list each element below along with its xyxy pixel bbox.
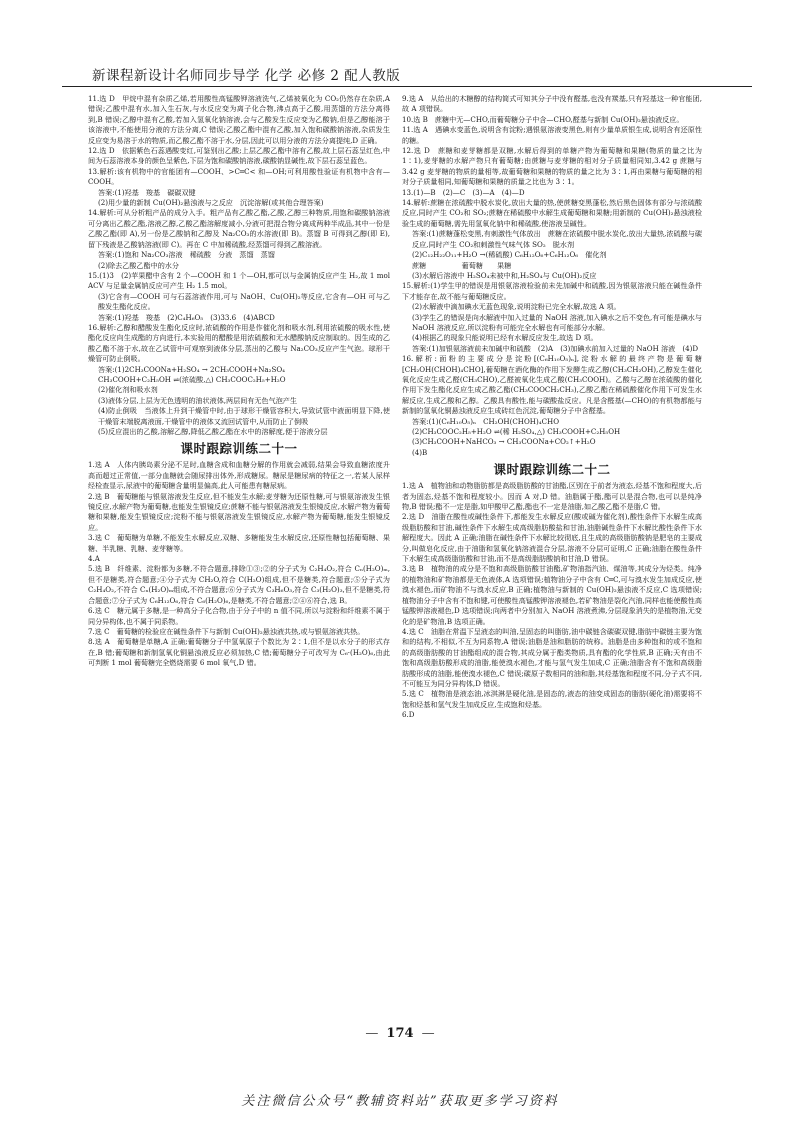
answer-paragraph: 3.选 B 植物油的成分是不饱和高级脂肪酸甘油酯,矿物油指汽油、煤油等,其成分为烃类。纯净的植物油和矿物油都是无色液体,A 选项错误;植物油分子中含有 C═C,可与溴水发生加成反应,使溴水褪色,而矿物油不与溴水反应,B 正确;植物油与新制的 Cu(OH)₂悬浊液不反应,C 选项错误;植物油分子中含有不饱和键,可使酸性高锰酸钾溶液褪色,若矿物油是裂化汽油,同样也能使酸性高锰酸钾溶液褪色,D 选项错误;向两者中分别加入 NaOH 溶液煮沸,分层现象消失的是植物油,无变化的是矿物油,B 选项正确。	[402, 564, 702, 626]
answer-paragraph: 答案:(1)羟基 羧基 碳碳双键	[98, 187, 196, 197]
answer-paragraph: 7.选 C 葡萄糖的检验应在碱性条件下与新制 Cu(OH)₂悬浊液共热,或与银氨溶液共热。	[88, 626, 365, 636]
answer-paragraph: 11.选 A 遇碘水变蓝色,说明含有淀粉;遇银氨溶液变黑色,则有少量单质银生成,说明含有还原性的糖。	[402, 125, 702, 145]
answer-paragraph: 答案:(1)(C₆H₁₀O₅)ₙ CH₂OH(CHOH)₄CHO	[412, 416, 560, 426]
answer-paragraph: 6.D	[402, 710, 415, 720]
answer-paragraph: 4.选 C 油脂在常温下呈液态的叫油,呈固态的叫脂肪,油中碳链含碳碳双键,脂肪中碳链主要为饱和的结构,不相似,不互为同系物,A 错误;油脂是油和脂肪的统称。油脂是由多种饱和的或不饱和的高级脂肪酸的甘油酯组成的混合物,其成分属于酯类物质,具有酯的化学性质,B 正确;天有由不饱和高级脂肪酸形成的油脂,能使溴水褪色,才能与氢气发生加成,C 正确;油脂含有不饱和高级脂肪酸形成的油脂,能使溴水褪色,C 错误;碳原子数相同的油和脂,其烃基饱和程度不同,分子式不同,不可能互为同分异构体,D 错误。	[402, 626, 702, 688]
answer-paragraph: (2)用少量的新制 Cu(OH)₂悬浊液与之反应 沉淀溶解(或其他合理答案)	[98, 198, 324, 208]
answer-paragraph: (2)水解液中滴加碘水无蓝色现象,说明淀粉已完全水解,故选 A 项。	[412, 302, 621, 312]
page-header	[62, 60, 752, 87]
answer-paragraph: (3)液体分层,上层为无色透明的油状液体,两层间有无色气泡产生	[98, 395, 297, 405]
answer-paragraph: (3)它含有—COOH 可与石蕊溶液作用,可与 NaOH、Cu(OH)₂等反应,它含有—OH 可与乙酸发生酯化反应。	[98, 291, 390, 312]
right-column	[402, 94, 702, 721]
answer-paragraph: (5)反应混出的乙酸,溶解乙醇,降低乙酸乙酯在水中的溶解度,便于溶液分层	[98, 427, 328, 436]
answer-paragraph: (2)催化剂和吸水剂	[98, 385, 158, 395]
answer-paragraph: 16.解析:乙醇和醋酸发生酯化反应时,浓硫酸的作用是作催化剂和吸水剂,利用浓硫酸的吸水性,使酯化反应向生成酯的方向进行,本实验用的醋酸是用浓硫酸和无水醋酸钠反应制取的。因生成的乙酸乙酯不溶于水,故在乙试管中可观察到液体分层,蒸出的乙酸与 Na₂CO₃反应产生气泡。球形干燥管可防止倒吸。	[88, 322, 390, 364]
answer-paragraph: 蔗糖 葡萄糖 果糖	[412, 260, 512, 270]
section-title: 课时跟踪训练二十二	[493, 462, 611, 478]
section-title: 课时跟踪训练二十一	[180, 441, 298, 457]
answer-paragraph: (2)CH₃COOC₂H₅+H₂O ⇌(稀 H₂SO₄,△) CH₃COOH+C₂H₅OH	[412, 427, 621, 436]
answer-paragraph: CH₃COOH+C₂H₅OH ⇌(浓硫酸,△) CH₃COOC₂H₅+H₂O	[98, 374, 286, 384]
answer-paragraph: 14.解析:可从分析粗产品的成分入手。粗产品有乙酸乙酯,乙酸,乙醇三种物质,用饱和碳酸钠溶液可分离出乙酸乙酯,溶液乙醇,乙酸乙酯溶解度减小,分液可把混合物分离成两种半成品,其中一份是乙酸乙酯(即 A),另一份是乙酸钠和乙醇及 Na₂CO₃的水溶液(即 B)。蒸馏 B 可得到乙醇(即 E),留下残液是乙酸钠溶液(即 C)。再在 C 中加稀硫酸,经蒸馏可得到乙酸溶液。	[88, 208, 390, 249]
answer-paragraph: 4.A	[88, 554, 100, 564]
answer-paragraph: 15.解析:(1)学生甲的错误是用银氨溶液检验前未先加碱中和硫酸,因为银氨溶液只能在碱性条件下才能存在,故不能与葡萄糖反应。	[402, 281, 702, 301]
answer-paragraph: 12.选 D 蔗糖和麦芽糖都是双糖,水解后得到的单糖产物为葡萄糖和果糖(物质的量之比为 1∶1),麦芽糖的水解产物只有葡萄糖;由蔗糖与麦芽糖的相对分子质量相同知,3.42 g 蔗糖与 3.42 g 麦芽糖的物质的量相等,故葡萄糖和果糖的物质的量之比为 3∶1,再由果糖与葡萄糖的相对分子质量相同,知葡萄糖和果糖的质量之比也为 3∶1。	[402, 146, 702, 187]
answer-paragraph: (4)根据乙的现象只能说明已经有水解反应发生,故选 D 项。	[412, 333, 598, 343]
answer-paragraph: 9.选 A 从给出的木糖醇的结构简式可知其分子中没有醛基,也没有羰基,只有羟基这一种官能团,故 A 项错误。	[402, 94, 702, 114]
answer-paragraph: 16.解析:面粉的主要成分是淀粉[(C₆H₁₀O₅)ₙ],淀粉水解的最终产物是葡萄糖[CH₂OH(CHOH)₄CHO],葡萄糖在酒化酶的作用下发酵生成乙醇(CH₃CH₂OH),乙醇发生催化氧化反应生成乙醛(CH₃CHO),乙醛被氧化生成乙酸(CH₃COOH)。乙酸与乙醇在浓硫酸的催化作用下发生酯化反应生成乙酸乙酯(CH₃COOCH₂CH₃),乙酸乙酯在稀硫酸催化作用下可发生水解反应,生成乙酸和乙醇。乙酸具有酸性,能与碳酸盐反应。凡是含醛基(—CHO)的有机物都能与新制的氢氧化铜悬浊液反应生成砖红色沉淀,葡萄糖分子中含醛基。	[402, 354, 702, 416]
page-number-value: 174	[386, 1026, 414, 1041]
answer-paragraph: 答案:(1)蔗糖蓬松变黑,有刺激性气体放出 蔗糖在浓硫酸中脱水炭化,放出大量热,浓硫酸与碳反应,同时产生 CO₂和刺激性气味气体 SO₂ 脱水剂	[412, 229, 702, 249]
answer-paragraph: 2.选 D 油脂在酸性或碱性条件下,都能发生水解反应(酸或碱为催化剂),酸性条件下水解生成高级脂肪酸和甘油,碱性条件下水解生成高级脂肪酸盐和甘油,油脂碱性条件下水解比酸性条件下水解程度大。因此 A 正确;油脂在碱性条件下水解比较彻底,且生成的高级脂肪酸钠是肥皂的主要成分,叫做皂化反应,由于油脂和氢氧化钠溶液混合分层,溶液不分层可证明,C 正确;油脂在酸性条件下水解生成高级脂肪酸和甘油,而不是高级脂肪酸钠和甘油,D 错误。	[402, 512, 702, 564]
answer-paragraph: 答案:(1)饱和 Na₂CO₃溶液 稀硫酸 分液 蒸馏 蒸馏	[98, 250, 275, 260]
answer-paragraph: (3)学生乙的错误是向水解液中加入过量的 NaOH 溶液,加入碘水之后不变色,有可能是碘水与 NaOH 溶液反应,所以淀粉有可能完全水解也有可能部分水解。	[412, 312, 702, 332]
answer-paragraph: 答案:(1)2CH₃COONa+H₂SO₄ → 2CH₃COOH+Na₂SO₄	[98, 364, 285, 374]
answer-paragraph: (4)防止倒吸 当液体上升到干燥管中时,由于球形干燥管容积大,导致试管中液面明显下降,使干燥管末端脱离液面,干燥管中的液体又流回试管中,从而防止了倒吸	[98, 406, 390, 426]
answer-paragraph: 1.选 A 植物油和动物脂肪都是高级脂肪酸的甘油酯,区别在于前者为液态,烃基不饱和程度大,后者为固态,烃基不饱和程度较小。因而 A 对,D 错。油脂属于酯,酯可以是混合物,也可以是纯净物,B 错误;酯不一定是脂,如甲酸甲乙酯,酯也不一定是油脂,如乙酸乙酯不是脂,C 错。	[402, 481, 702, 512]
answer-paragraph: 2.选 B 葡萄糖能与银氨溶液发生反应,但不能发生水解;麦芽糖为还原性糖,可与银氨溶液发生银镜反应,水解产物为葡萄糖,也能发生银镜反应;蔗糖不能与银氨溶液发生银镜反应,水解产物为葡萄糖和果糖,能发生银镜反应;淀粉不能与银氨溶液发生银镜反应,水解产物为葡萄糖,能发生银镜反应。	[88, 491, 390, 532]
footer-note: 关注微信公众号“教辅资料站”获取更多学习资料	[241, 1094, 559, 1109]
answer-paragraph: (3)CH₃COOH+NaHCO₃ → CH₃COONa+CO₂↑+H₂O	[412, 437, 596, 447]
answer-paragraph: 15.(1)3 (2)苹果醋中含有 2 个—COOH 和 1 个—OH,都可以与金属钠反应产生 H₂,故 1 mol ACV 与足量金属钠反应可产生 H₂ 1.5 mol。	[88, 270, 390, 291]
answer-paragraph: (4)B	[412, 447, 428, 457]
header-title: 新课程新设计名师同步导学 化学 必修 2 配人教版	[92, 68, 401, 84]
answer-paragraph: 13.(1)—B (2)—C (3)—A (4)—D	[402, 187, 525, 197]
left-column	[88, 94, 390, 669]
answer-paragraph: 13.解析:该有机物中的官能团有—COOH、>C═C< 和—OH;可利用酸性验证有机物中含有—COOH。	[88, 166, 390, 187]
answer-paragraph: 3.选 C 葡萄糖为单糖,不能发生水解反应,双糖、多糖能发生水解反应,还原性糖包括葡萄糖、果糖、半乳糖、乳糖、麦芽糖等。	[88, 533, 390, 553]
answer-paragraph: 6.选 C 糖元属于多糖,是一种高分子化合物,由于分子中的 n 值不同,所以与淀粉和纤维素不属于同分异构体,也不属于同系物。	[88, 606, 390, 626]
answer-paragraph: 5.选 B 纤维素、淀粉都为多糖,不符合题意,排除①③;②的分子式为 C₂H₄O₂,符合 Cₙ(H₂O)ₘ,但不是糖类,符合题意;④分子式为 CH₂O,符合 C(H₂O)组成,但不是糖类,符合题意;⑤分子式为 C₂H₄O₂,不符合 Cₙ(H₂O)ₘ组成,不符合题意;⑥分子式为 C₃H₆O₃,符合 C₃(H₂O)₃,但不是糖类,符合题意;⑦分子式为 C₆H₁₂O₆,符合 C₆(H₂O)₆,是糖类,不符合题意;②④⑥符合,选 B。	[88, 564, 390, 605]
answer-paragraph: (2)除去乙酸乙酯中的水分	[98, 260, 179, 270]
answer-paragraph: 11.选 D 甲烷中混有杂质乙烯,若用酸性高锰酸钾溶液洗气,乙烯被氧化为 CO₂仍然存在杂质,A 错误;乙酸中混有水,加入生石灰,与水反应变为离子化合物,沸点高于乙酸,用蒸馏的方法分离得到,B 错误;乙醇中混有乙酸,若加入氢氧化钠溶液,会与乙酸发生反应变为乙酸钠,但是乙醇能溶于该溶液中,不能使用分液的方法分离,C 错误;乙酸乙酯中混有乙酸,加入饱和碳酸钠溶液,杂质发生反应变为易溶于水的物质,而乙酸乙酯不溶于水,分层,因此可以用分液的方法分离提纯,D 正确。	[88, 94, 390, 145]
answer-paragraph: 8.选 A 葡萄糖是单糖,A 正确;葡萄糖分子中氢氧原子个数比为 2∶1,但不是以水分子的形式存在,B 错;葡萄糖和新制氢氧化铜悬浊液反应必须加热,C 错;葡萄糖分子可改写为 C₆·(H₂O)₆,由此可判断 1 mol 葡萄糖完全燃烧需要 6 mol 氧气,D 错。	[88, 637, 390, 668]
answer-paragraph: 答案:(1)加银氨溶液前未加碱中和硫酸 (2)A (3)加碘水前加入过量的 NaOH 溶液 (4)D	[412, 343, 699, 353]
page-number: — 174 —	[365, 1026, 435, 1041]
answer-paragraph: 5.选 C 植物油是液态油,冰淇淋是硬化油,是固态的,液态的油变成固态的脂肪(硬化油)需要将不饱和烃基和氢气发生加成反应,生成饱和烃基。	[402, 689, 702, 709]
answer-paragraph: (3)水解后溶液中 H₂SO₄未被中和,H₂SO₄与 Cu(OH)₂反应	[412, 270, 597, 280]
answer-paragraph: 1.选 A 人体内胰岛素分泌不足时,血糖含成和血糖分解的作用就会减弱,结果会导致血糖浓度升高而超过正常值,一部分血糖就会随尿排出体外,形成糖尿。糖尿是糖尿病的特征之一,若某人尿样经检查显示,尿液中的葡萄糖含量明显偏高,此人可能患有糖尿病。	[88, 460, 390, 491]
answer-paragraph: 10.选 B 蔗糖中无—CHO,而葡萄糖分子中含—CHO,醛基与新制 Cu(OH)₂悬浊液反应。	[402, 114, 684, 124]
answer-paragraph: (2)C₁₂H₂₂O₁₁+H₂O →(稀硫酸) C₆H₁₂O₆+C₆H₁₂O₆ 催化剂	[412, 250, 607, 260]
answer-paragraph: 14.解析:蔗糖在浓硫酸中脱水炭化,放出大量的热,使蔗糖变黑蓬松,然后黑色固体有部分与浓硫酸反应,同时产生 CO₂和 SO₂;蔗糖在稀硫酸中水解生成葡萄糖和果糖;用新制的 Cu(OH)₂悬浊液检验生成的葡萄糖,需先用氢氧化钠中和稀硫酸,使溶液呈碱性。	[402, 198, 702, 228]
answer-paragraph: 答案:(1)羟基 羧基 (2)C₄H₆O₅ (3)33.6 (4)ABCD	[98, 312, 275, 322]
answer-paragraph: 12.选 D 依据紫色石蕊遇酸变红,可鉴别出乙酸;上层乙酸乙酯中溶有乙酸,故上层石蕊呈红色,中间为石蕊溶液本身的颜色呈紫色,下层为饱和碳酸钠溶液,碳酸钠显碱性,故下层石蕊呈蓝色。	[88, 146, 390, 166]
